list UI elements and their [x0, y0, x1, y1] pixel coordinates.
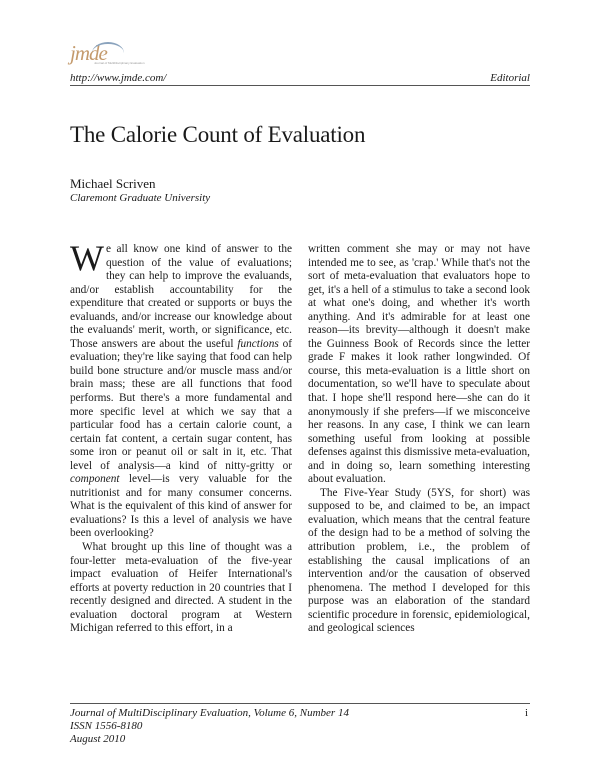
paragraph	[70, 238, 292, 541]
body-column-left	[70, 238, 292, 636]
section-label: Editorial	[490, 72, 530, 84]
author-name: Michael Scriven	[70, 176, 156, 191]
article-title: The Calorie Count of Evaluation	[70, 122, 366, 147]
paragraph-text: e all know one kind of answer to the question of the value of evaluations; they can help to improve the evaluands, and/or establish accountability for the expenditure that created or supports or buys the evaluands, and/or increase our knowledge about the evaluands' merit, worth, or significance, etc. Those answers are about the useful	[70, 243, 292, 350]
drop-cap: W	[70, 238, 104, 278]
paragraph: written comment she may or may not have intended me to see, as 'crap.' While that's not the sort of meta-evaluation that evaluators hope to get, it's a hell of a stimulus to take a second look at what one's doing, and whether it's worth anything. And it's admirable for at least one reason—its brevity—although it doesn't make the Guinness Book of Records since the letter grade F makes it look rather longwinded. Of course, this meta-evaluation is a little short on documentation, so we'll have to speculate about that. I hope she'll respond here—she can do it anonymously if she prefers—if we misconceive her reasons. In any case, I think we can learn something useful from looking at possible defenses against this dismissive meta-evaluation, and in doing so, learn something interesting about evaluation.	[308, 243, 530, 486]
journal-logo	[70, 40, 145, 66]
page-number: i	[524, 707, 528, 719]
paragraph: What brought up this line of thought was a four-letter meta-evaluation of the five-year impact evaluation of Heifer International's efforts at poverty reduction in 20 countries that I recently designed and directed. A student in the evaluation doctoral program at Western Michigan referred to this effort, in a	[70, 541, 292, 635]
author-affiliation: Claremont Graduate University	[70, 192, 211, 204]
logo-wordmark: jmde	[70, 41, 107, 65]
footer-divider	[70, 703, 530, 704]
paragraph-text: of evaluation; they're like saying that food can help build bone structure and/or muscle mass and/or brain mass; these are all functions that food performs. But there's a more fundamental and more specific level at which we say that a particular food has a certain calorie count, a certain fat content, a certain sugar content, has some iron or peanut oil or salt in it, etc. That level of analysis—a kind of nitty-gritty or	[70, 337, 292, 472]
header-divider	[70, 85, 530, 86]
issn: ISSN 1556-8180	[70, 720, 143, 732]
emphasis-text: component	[70, 473, 120, 486]
header-url: http://www.jmde.com/	[70, 72, 167, 84]
issue-date: August 2010	[70, 733, 126, 745]
paragraph: The Five-Year Study (5YS, for short) was supposed to be, and claimed to be, an impact evaluation, which means that the central feature of the design had to be a method of solving the attribution problem, i.e., the problem of establishing the causal implications of an intervention and/or the causation of observed phenomena. The method I developed for this purpose was an elaboration of the standard scientific procedure in forensic, epidemiological, and geological sciences	[308, 486, 530, 635]
emphasis-text: functions	[237, 337, 279, 350]
paragraph-text: level—is very valuable for the nutritionist and for many consumer concerns. What is the equivalent of this kind of answer for evaluations? Is this a level of analysis we have been overlooking?	[70, 473, 292, 540]
journal-citation: Journal of MultiDisciplinary Evaluation, Volume 6, Number 14	[70, 707, 349, 719]
body-column-right	[308, 243, 530, 636]
footer-citation	[70, 707, 349, 746]
logo-tagline: Journal of MultiDisciplinary Evaluation	[94, 61, 145, 65]
